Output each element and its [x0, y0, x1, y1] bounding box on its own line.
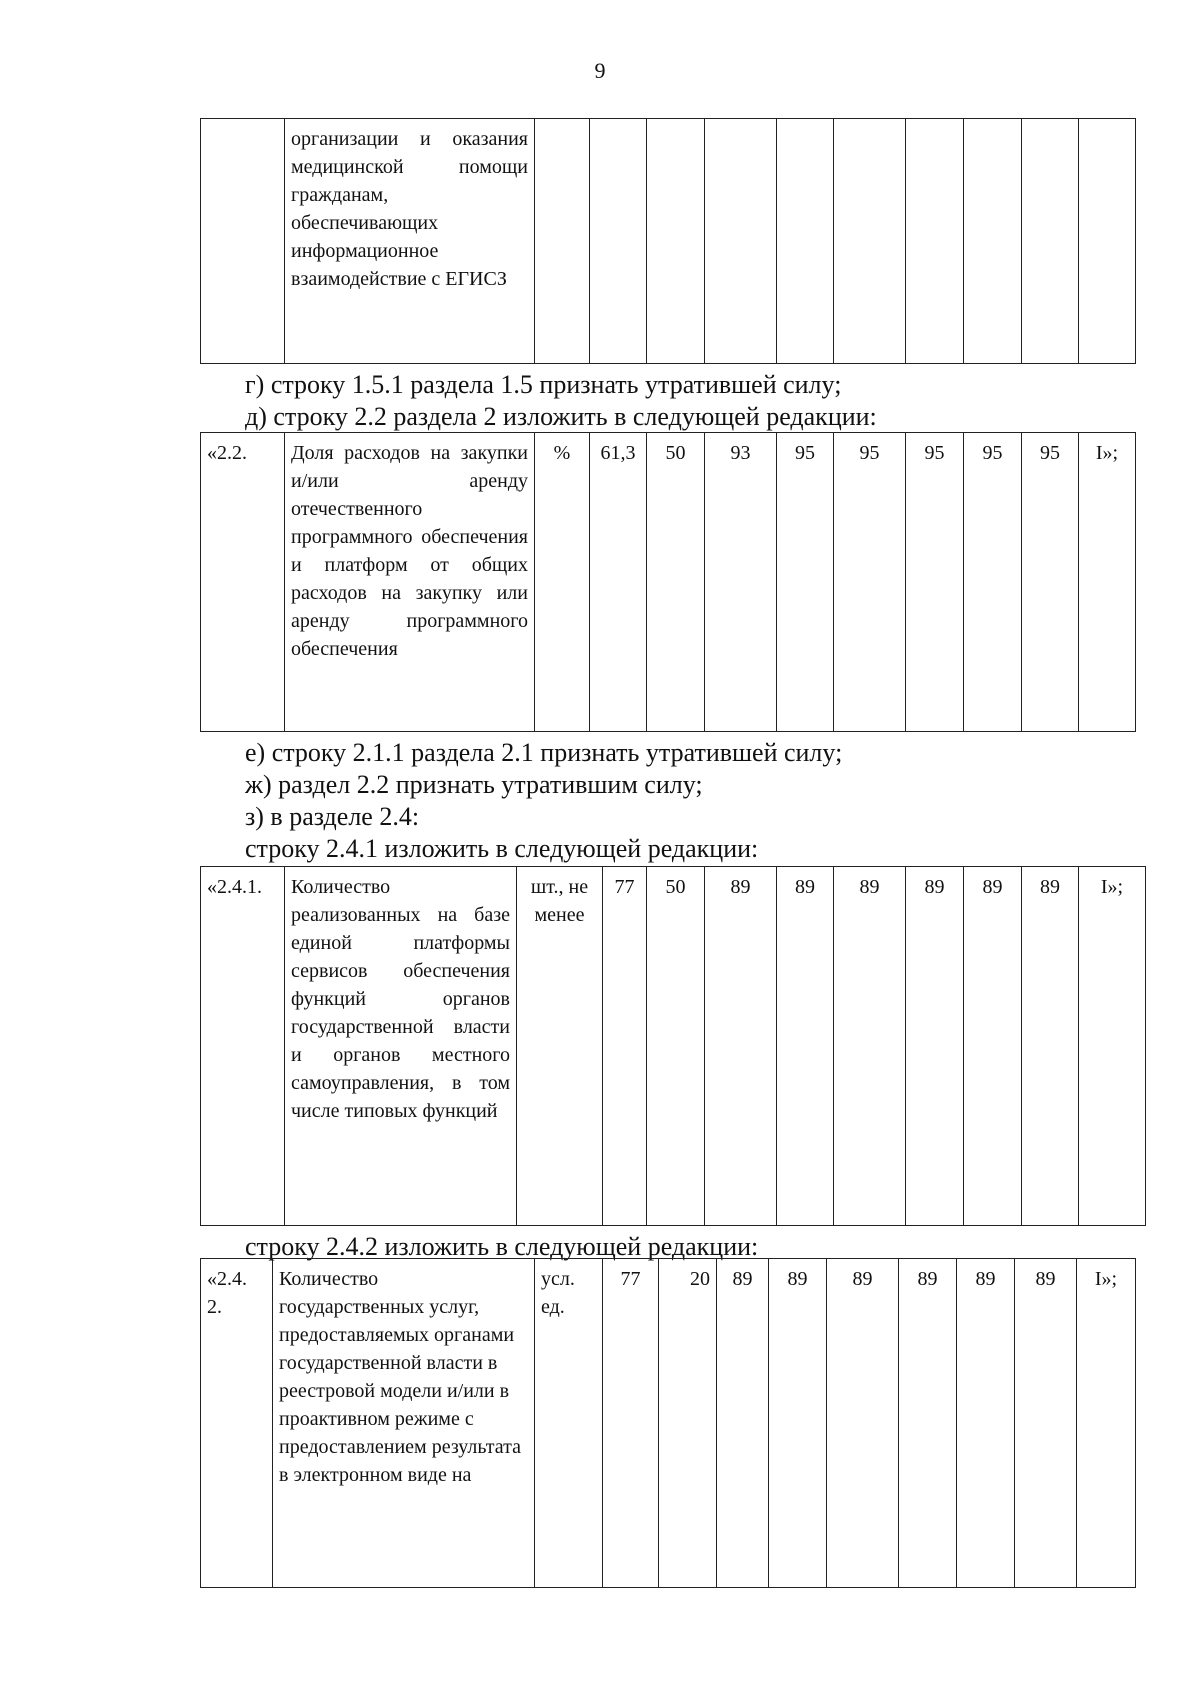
value-cell: 95 — [1022, 433, 1079, 732]
value-cell: 50 — [647, 867, 705, 1226]
paragraph-z: з) в разделе 2.4: — [245, 802, 420, 831]
paragraph-z2: строку 2.4.2 изложить в следующей редакции: — [245, 1232, 759, 1261]
table-row — [201, 433, 1136, 732]
table-row — [201, 1259, 1136, 1588]
page-number: 9 — [594, 58, 606, 83]
table-row-2-2 — [200, 432, 1136, 732]
paragraph-d: д) строку 2.2 раздела 2 изложить в следующей редакции: — [245, 402, 877, 431]
paragraph-z1: строку 2.4.1 изложить в следующей редакции: — [245, 834, 759, 863]
value-cell: 89 — [717, 1259, 769, 1588]
value-cell: 50 — [647, 433, 705, 732]
unit-cell: шт., не менее — [517, 867, 603, 1226]
table-row-2-4-1 — [200, 866, 1146, 1226]
value-cell: 89 — [964, 867, 1022, 1226]
last-cell: I»; — [1079, 433, 1136, 732]
code-cell: «2.4. 2. — [201, 1259, 273, 1588]
description-cell: Количество реализованных на базе единой платформы сервисов обеспечения функций органов государственной власти и органов местного самоуправления, в том числе типовых функций — [285, 867, 517, 1226]
description-cell: Количество государственных услуг, предоставляемых органами государственной власти в реестровой модели и/или в проактивном режиме с предоставлением результата в электронном виде на — [273, 1259, 535, 1588]
value-cell: 20 — [659, 1259, 717, 1588]
paragraph-zh: ж) раздел 2.2 признать утратившим силу; — [245, 770, 703, 799]
value-cell: 89 — [906, 867, 964, 1226]
value-cell: 89 — [834, 867, 906, 1226]
value-cell: 95 — [906, 433, 964, 732]
code-cell: «2.2. — [201, 433, 285, 732]
value-cell: 95 — [834, 433, 906, 732]
value-cell: 89 — [1022, 867, 1079, 1226]
value-cell: 89 — [957, 1259, 1015, 1588]
value-cell: 89 — [705, 867, 777, 1226]
description-cell: организации и оказания медицинской помощи гражданам, обеспечивающих информационное взаимодействие с ЕГИСЗ — [285, 119, 535, 364]
value-cell: 77 — [603, 867, 647, 1226]
value-cell: 61,3 — [590, 433, 647, 732]
unit-cell: % — [535, 433, 590, 732]
value-cell: 95 — [964, 433, 1022, 732]
value-cell: 89 — [827, 1259, 899, 1588]
last-cell: I»; — [1077, 1259, 1136, 1588]
code-cell — [201, 119, 285, 364]
value-cell: 89 — [899, 1259, 957, 1588]
value-cell: 89 — [1015, 1259, 1077, 1588]
table-row-2-4-2 — [200, 1258, 1136, 1588]
code-cell: «2.4.1. — [201, 867, 285, 1226]
value-cell: 89 — [769, 1259, 827, 1588]
unit-cell: усл. ед. — [535, 1259, 603, 1588]
value-cell: 95 — [777, 433, 834, 732]
description-cell: Доля расходов на закупки и/или аренду отечественного программного обеспечения и платформ от общих расходов на закупку или аренду программного обеспечения — [285, 433, 535, 732]
paragraph-e: е) строку 2.1.1 раздела 2.1 признать утратившей силу; — [245, 738, 843, 767]
value-cell: 93 — [705, 433, 777, 732]
table-row — [201, 867, 1146, 1226]
last-cell: I»; — [1079, 867, 1146, 1226]
value-cell: 89 — [777, 867, 834, 1226]
value-cell: 77 — [603, 1259, 659, 1588]
paragraph-g: г) строку 1.5.1 раздела 1.5 признать утратившей силу; — [245, 370, 842, 399]
table-row — [201, 119, 1136, 364]
table-continued — [200, 118, 1136, 364]
